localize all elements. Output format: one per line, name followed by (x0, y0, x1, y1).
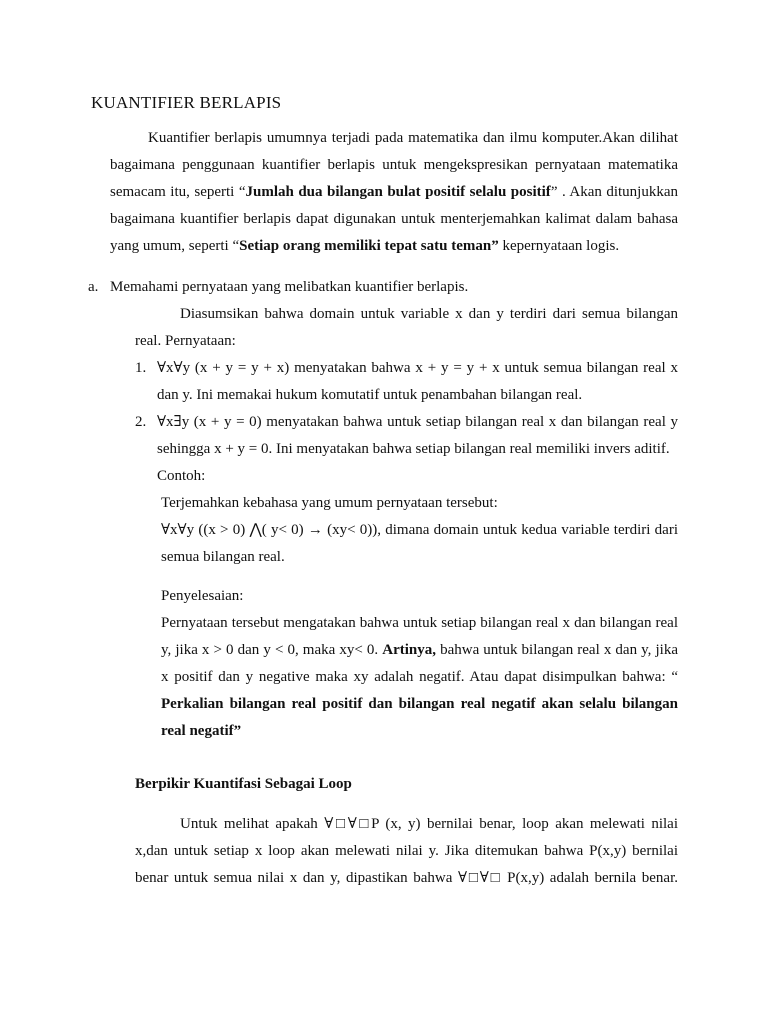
list-number-1: 1. (135, 360, 147, 376)
intro-line-3: semacam itu, seperti “Jumlah dua bilangan bulat positif selalu positif” . Akan ditunjukkan (110, 184, 678, 200)
penyelesaian-line-2: y, jika x > 0 dan y < 0, maka xy< 0. Artinya, bahwa untuk bilangan real x dan y, jika (161, 642, 679, 658)
list-item-2-line-1: ∀x∃y (x + y = 0) menyatakan bahwa untuk setiap bilangan real x dan bilangan real y (157, 414, 678, 430)
intro-line-1: Kuantifier berlapis umumnya terjadi pada matematika dan ilmu komputer.Akan dilihat (148, 130, 678, 146)
section-a-para-line-2: real. Pernyataan: (135, 333, 236, 349)
page-title: KUANTIFIER BERLAPIS (91, 93, 282, 112)
conclusion-bold-line-1: Perkalian bilangan real positif dan bilangan real negatif akan selalu bilangan (161, 696, 678, 712)
loop-line-2: x,dan untuk setiap x loop akan melewati nilai y. Jika ditemukan bahwa P(x,y) bernilai (135, 843, 678, 859)
list-item-2-line-2: sehingga x + y = 0. Ini menyatakan bahwa setiap bilangan real memiliki invers aditif. (157, 441, 670, 457)
section-a-heading: Memahami pernyataan yang melibatkan kuantifier berlapis. (110, 279, 469, 295)
section-a-marker: a. (88, 279, 99, 295)
intro-line-4: bagaimana kuantifier berlapis dapat digunakan untuk menterjemahkan kalimat dalam bahasa (110, 211, 678, 227)
loop-line-1: Untuk melihat apakah ∀□∀□P (x, y) bernilai benar, loop akan melewati nilai (180, 816, 678, 832)
intro-bold-phrase-1: Jumlah dua bilangan bulat positif selalu positif (245, 184, 551, 200)
section-a-para-line-1: Diasumsikan bahwa domain untuk variable x dan y terdiri dari semua bilangan (180, 306, 678, 322)
contoh-line-3: semua bilangan real. (161, 549, 285, 565)
contoh-line-2: ∀x∀y ((x > 0) ⋀( y< 0) → (xy< 0)), dimana domain untuk kedua variable terdiri dari (161, 522, 678, 538)
penyelesaian-line-1: Pernyataan tersebut mengatakan bahwa untuk setiap bilangan real x dan bilangan real (161, 615, 678, 631)
intro-line-5: yang umum, seperti “Setiap orang memiliki tepat satu teman” kepernyataan logis. (110, 238, 620, 254)
intro-line-2: bagaimana penggunaan kuantifier berlapis untuk mengekspresikan pernyataan matematika (110, 157, 678, 173)
artinya-bold: Artinya, (382, 642, 436, 658)
list-number-2: 2. (135, 414, 147, 430)
loop-line-3: benar untuk semua nilai x dan y, dipastikan bahwa ∀□∀□ P(x,y) adalah bernila benar. (135, 870, 678, 886)
contoh-line-1: Terjemahkan kebahasa yang umum pernyataan tersebut: (161, 495, 498, 511)
loop-section-heading: Berpikir Kuantifasi Sebagai Loop (135, 776, 352, 792)
penyelesaian-label: Penyelesaian: (161, 588, 244, 604)
intro-bold-phrase-2: Setiap orang memiliki tepat satu teman” (239, 238, 499, 254)
penyelesaian-line-3: x positif dan y negative maka xy adalah negatif. Atau dapat disimpulkan bahwa: “ (161, 669, 678, 685)
conclusion-bold-line-2: real negatif” (161, 723, 242, 739)
contoh-label: Contoh: (157, 468, 206, 484)
list-item-1-line-2: dan y. Ini memakai hukum komutatif untuk penambahan bilangan real. (157, 387, 583, 403)
list-item-1-line-1: ∀x∀y (x + y = y + x) menyatakan bahwa x + y = y + x untuk semua bilangan real x (157, 360, 678, 376)
